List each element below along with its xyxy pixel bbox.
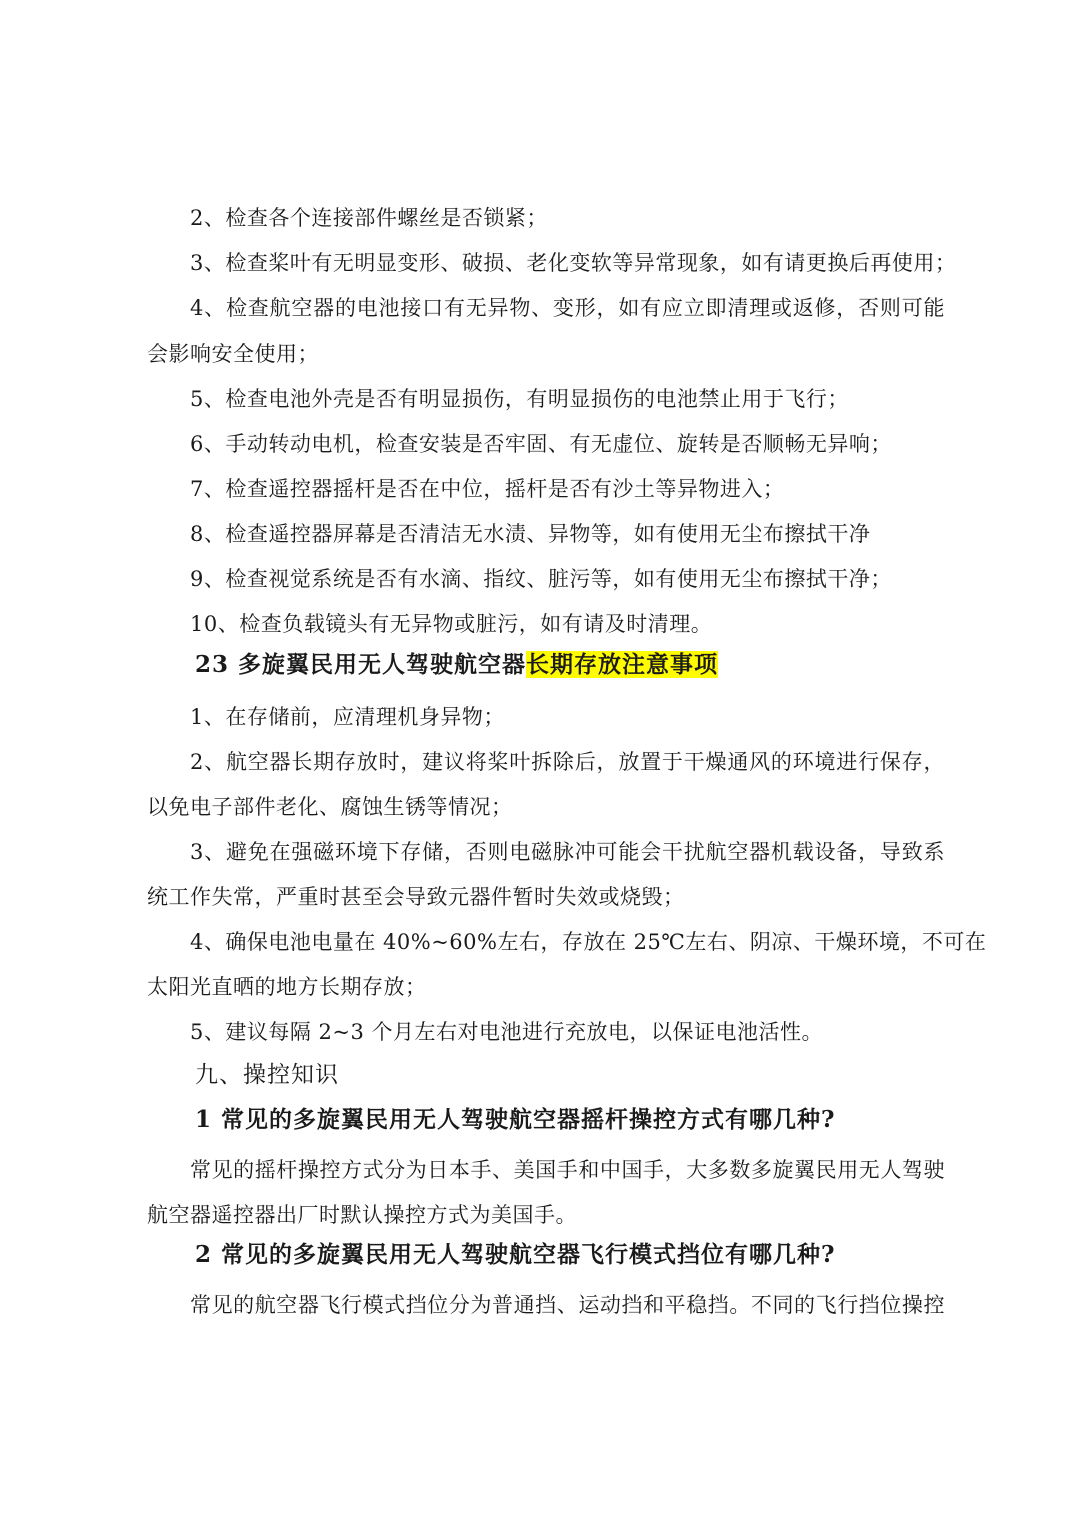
storage-item-3: 3、避免在强磁环境下存储，否则电磁脉冲可能会干扰航空器机载设备，导致系: [190, 840, 945, 864]
heading-23: [195, 650, 718, 680]
checklist-item-4-cont: 会影响安全使用；: [147, 342, 319, 366]
storage-item-4: 4、确保电池电量在 40%~60%左右，存放在 25℃左右、阴凉、干燥环境，不可在: [190, 930, 987, 954]
storage-item-2: 2、航空器长期存放时，建议将桨叶拆除后，放置于干燥通风的环境进行保存，: [190, 750, 945, 774]
checklist-item-8: 8、检查遥控器屏幕是否清洁无水渍、异物等，如有使用无尘布擦拭干净: [190, 522, 871, 546]
storage-item-5: 5、建议每隔 2~3 个月左右对电池进行充放电，以保证电池活性。: [190, 1020, 824, 1044]
checklist-item-7: 7、检查遥控器摇杆是否在中位，摇杆是否有沙土等异物进入；: [190, 477, 785, 501]
question-1-title: 1 常见的多旋翼民用无人驾驶航空器摇杆操控方式有哪几种?: [195, 1106, 836, 1133]
checklist-item-10: 10、检查负载镜头有无异物或脏污，如有请及时清理。: [190, 612, 713, 636]
checklist-item-6: 6、手动转动电机，检查安装是否牢固、有无虚位、旋转是否顺畅无异响；: [190, 432, 892, 456]
storage-item-2-cont: 以免电子部件老化、腐蚀生锈等情况；: [147, 795, 513, 819]
question-2-answer-line-1: 常见的航空器飞行模式挡位分为普通挡、运动挡和平稳挡。不同的飞行挡位操控: [190, 1293, 945, 1317]
question-1-answer-line-1: 常见的摇杆操控方式分为日本手、美国手和中国手，大多数多旋翼民用无人驾驶: [190, 1158, 945, 1182]
checklist-item-5: 5、检查电池外壳是否有明显损伤，有明显损伤的电池禁止用于飞行；: [190, 387, 849, 411]
question-2-title: 2 常见的多旋翼民用无人驾驶航空器飞行模式挡位有哪几种?: [195, 1241, 836, 1268]
heading-23-highlight: 长期存放注意事项: [526, 651, 719, 678]
section-9-title: 九、操控知识: [195, 1062, 339, 1088]
storage-item-4-cont: 太阳光直晒的地方长期存放；: [147, 975, 427, 999]
checklist-item-4: 4、检查航空器的电池接口有无异物、变形，如有应立即清理或返修，否则可能: [190, 296, 945, 320]
checklist-item-3: 3、检查桨叶有无明显变形、破损、老化变软等异常现象，如有请更换后再使用；: [190, 251, 957, 275]
storage-item-1: 1、在存储前，应清理机身异物；: [190, 705, 505, 729]
storage-item-3-cont: 统工作失常，严重时甚至会导致元器件暂时失效或烧毁；: [147, 885, 685, 909]
question-1-answer-line-2: 航空器遥控器出厂时默认操控方式为美国手。: [147, 1203, 577, 1227]
heading-23-prefix: 23 多旋翼民用无人驾驶航空器: [195, 651, 527, 678]
checklist-item-9: 9、检查视觉系统是否有水滴、指纹、脏污等，如有使用无尘布擦拭干净；: [190, 567, 892, 591]
checklist-item-2: 2、检查各个连接部件螺丝是否锁紧；: [190, 206, 548, 230]
